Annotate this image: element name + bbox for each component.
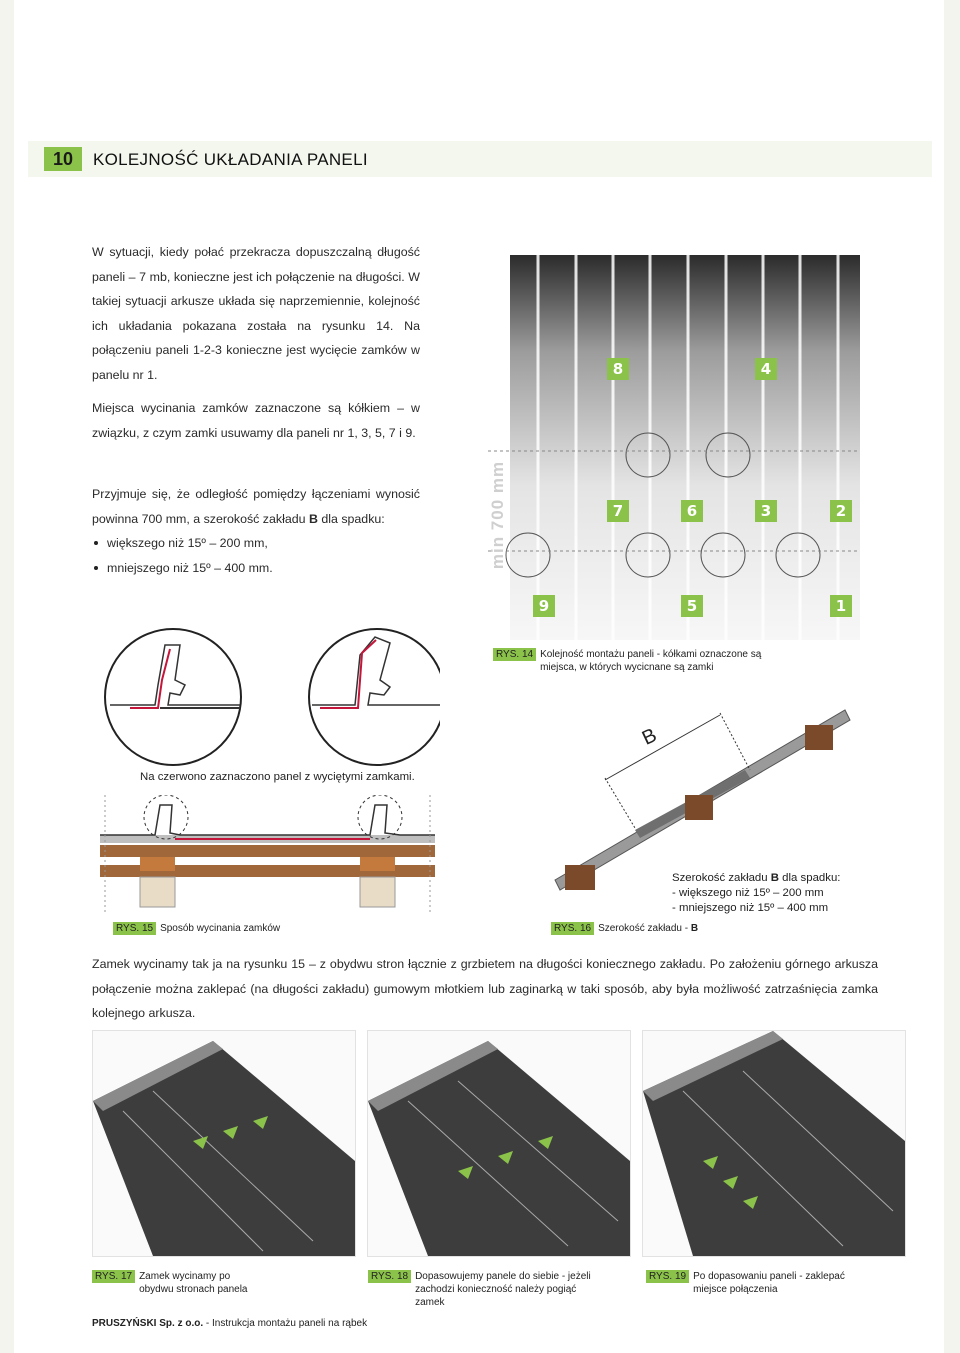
fig-17-caption-text: Zamek wycinamy po obydwu stronach panela [139,1271,248,1295]
fig-16-caption-start: Szerokość zakładu - [598,923,691,934]
panel-number-6: 6 [681,500,703,522]
intro-paragraph-1: W sytuacji, kiedy połać przekracza dopuszczalną długość paneli – 7 mb, konieczne jest ich połączenie na długości. W takiej sytuacji arkusze układa się naprzemiennie, kolejność ich układania pokazana została na rysunku 14. Na połączeniu paneli 1-2-3 konieczne jest wycięcie zamków w panelu nr 1. [92,245,420,382]
fig-15-caption-text: Sposób wycinania zamków [160,923,281,934]
fig-18-caption-text: Dopasowujemy panele do siebie - jeżeli zachodzi konieczność należy pogiąć zamek [415,1271,591,1308]
fig-18-label: RYS. 18 [368,1270,411,1283]
photo-18-drawing [368,1031,630,1256]
bullet-item: większego niż 15º – 200 mm, [92,531,420,556]
panel-number-9: 9 [533,595,555,617]
overlap-title-bold: B [770,872,780,884]
intro-paragraph-2: Miejsca wycinania zamków zaznaczone są kółkiem – w związku, z czym zamki usuwamy dla paneli nr 1, 3, 5, 7 i 9. [92,401,420,440]
photo-17-drawing [93,1031,355,1256]
overlap-drawing [545,700,855,900]
fig-16-label: RYS. 16 [551,922,594,935]
section-number: 10 [44,147,82,171]
panel-number-2: 2 [830,500,852,522]
footer-text: - Instrukcja montażu paneli na rąbek [203,1318,368,1329]
overlap-line: - mniejszego niż 15º – 400 mm [672,902,829,914]
figure-17-caption [92,1270,264,1296]
panel-layout-drawing [488,255,860,640]
cross-section-drawing [100,795,435,913]
lock-detail-circles [100,625,440,770]
body-paragraph-2: Zamek wycinamy tak ja na rysunku 15 – z obydwu stron łącznie z grzbietem na długości koniecznego zakładu. Po założeniu górnego arkusza połączenie można zaklepać (na długości zakładu) gumowym młotkiem lub zaginarką w taki sposób, aby była możliwość zatrzaśnięcia zamka kolejnego arkusza. [92,957,878,1020]
overlap-title-start: Szerokość zakładu [672,872,771,884]
min-700-label: min 700 mm [488,460,507,570]
figure-18-caption [368,1270,605,1309]
figure-16-caption [551,922,698,935]
figure-14-panel-layout [488,255,860,640]
intro-p3-bold: B [308,511,318,526]
red-marking-note: Na czerwono zaznaczono panel z wyciętymi zamkami. [140,771,415,783]
panel-number-1: 1 [830,595,852,617]
intro-p3-start: Przyjmuje się, że odległość pomiędzy łączeniami wynosić powinna 700 mm, a szerokość zakładu [92,487,420,526]
lock-detail-drawing [100,625,440,770]
panel-number-3: 3 [755,500,777,522]
panel-number-5: 5 [681,595,703,617]
panel-number-8: 8 [607,358,629,380]
fig-17-label: RYS. 17 [92,1270,135,1283]
figure-19-photo [642,1030,906,1257]
intro-paragraph-3 [92,482,420,580]
fig-19-caption-text: Po dopasowaniu paneli - zaklepać miejsce połączenia [693,1271,845,1295]
slope-bullets [92,531,420,580]
fig-16-caption-bold: B [690,923,699,934]
section-title: KOLEJNOŚĆ UKŁADANIA PANELI [93,150,368,169]
fig-14-label: RYS. 14 [493,648,536,661]
fig-14-caption-text: Kolejność montażu paneli - kółkami oznaczone są miejsca, w których wycicnane są zamki [540,649,762,673]
panel-number-4: 4 [755,358,777,380]
figure-14-caption [493,648,793,674]
figure-18-photo [367,1030,631,1257]
panel-number-7: 7 [607,500,629,522]
figure-17-photo [92,1030,356,1257]
overlap-title-end: dla spadku: [779,872,841,884]
figure-16-overlap [545,700,855,900]
figure-19-caption [646,1270,853,1296]
fig-19-label: RYS. 19 [646,1270,689,1283]
overlap-width-info [672,871,840,916]
figure-15-cross-section [100,795,435,913]
fig-15-label: RYS. 15 [113,922,156,935]
overlap-b-label: B [638,724,661,750]
intro-p3-end: dla spadku: [317,511,385,526]
fig-16-caption-text [598,922,698,935]
footer [92,1318,367,1329]
overlap-line: - większego niż 15º – 200 mm [672,887,824,899]
figure-15-caption [113,922,280,935]
photo-19-drawing [643,1031,905,1256]
footer-company: PRUSZYŃSKI Sp. z o.o. [92,1318,204,1329]
bullet-item: mniejszego niż 15º – 400 mm. [92,556,420,581]
